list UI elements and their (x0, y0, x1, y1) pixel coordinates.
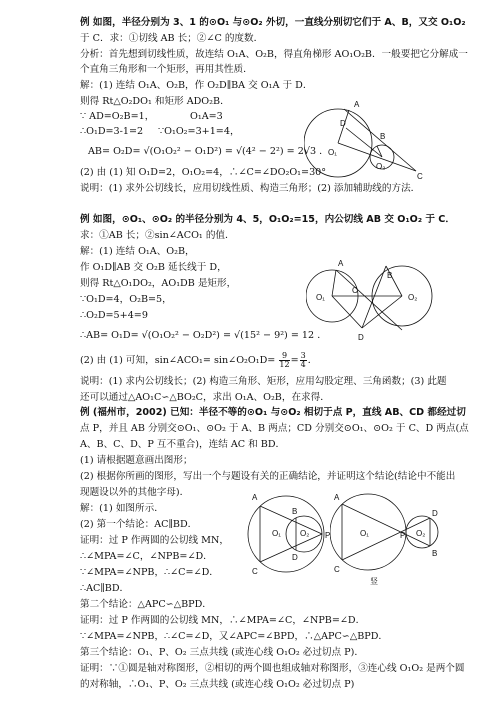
ex3-line-5: (2) 根据你所画的图形，写出一个与题设有关的正确结论，并证明这个结论(结论中不能出 (80, 471, 456, 482)
fig1-label-o1: O₁ (328, 148, 337, 157)
ex2-line-2: 求：①AB 长；②sin∠ACO₁ 的值． (80, 230, 235, 241)
ex3-proof-3: 证明：∵①圆是轴对称图形，②相切的两个圆也组成轴对称图形，③连心线 O₁O₂ 是两个圆 (80, 663, 465, 674)
fraction-3-4: $\frac{3}{4}$ (300, 351, 306, 369)
ex1-line-7a: ∵ AD=O₂B=1， (80, 111, 155, 122)
ex3-proof-1: 证明：过 P 作两圆的公切线 MN， (80, 535, 229, 546)
ex1-part2: (2) 由 (1) 知 O₁D=2，O₁O₂=4，∴∠C=∠DO₂O₁=30° (80, 167, 327, 178)
fig4-label-o2: O₂ (416, 529, 426, 538)
fig4-label-d: D (432, 509, 438, 518)
fig4-label-b: B (432, 549, 438, 558)
fig4-label-o1: O₁ (360, 529, 369, 538)
ex3-solution: 解：(1) 如图所示． (80, 503, 164, 514)
fig1-label-b: B (380, 132, 386, 141)
ex3-line-3: A、B、C、D、P 互不重合)，连结 AC 和 BD． (80, 439, 286, 450)
fig4-label-c: C (334, 565, 340, 574)
fig3-label-p: P (325, 531, 331, 540)
fig2-label-o1: O₁ (316, 293, 325, 302)
fig2-label-c: C (352, 286, 358, 295)
figure-internally-tangent-circles (238, 478, 334, 590)
figure-internal-tangent (306, 240, 436, 344)
ex1-line-6: 则得 Rt△O₂DO₁ 和矩形 ADO₂B． (80, 96, 230, 107)
ex3-line-6: 现题设以外的其他字母)． (80, 487, 190, 498)
ex2-ab-formula: ∴AB= O₁D= √(O₁O₂² − O₂D²) = √(15² − 9²) = 12 ． (80, 330, 327, 341)
ex3-line-12: ∴AC∥BD． (80, 583, 130, 594)
ex3-line-18: 的对称轴，∴O₁、P、O₂ 三点共线 (或连心线 O₁O₂ 必过切点 P) (80, 679, 355, 690)
ex3-line-1: 例 (福州市，2002) 已知：半径不等的⊙O₁ 与⊙O₂ 相切于点 P，直线 AB、CD 都经过切 (80, 407, 466, 418)
ex1-note: 说明：(1) 求外公切线长，应用切线性质、构造三角形；(2) 添加辅助线的方法． (80, 183, 421, 194)
fig2-label-d: D (358, 333, 364, 342)
fig1-label-c: C (417, 172, 423, 181)
fig3-label-c: C (252, 567, 258, 576)
fraction-9-12: $\frac{9}{12}$ (279, 351, 290, 369)
ex1-line-7b: O₁A=3 (190, 111, 223, 122)
fig2-label-a: A (338, 259, 344, 268)
ex3-proof-2: 证明：过 P 作两圆的公切线 MN，∴∠MPA=∠C，∠NPB=∠D． (80, 615, 366, 626)
fig2-label-b: B (387, 271, 393, 280)
ex3-line-10: ∴∠MPA=∠C，∠NPB=∠D． (80, 551, 213, 562)
fig3-label-o2: O₂ (300, 529, 310, 538)
ex2-part2: (2) 由 (1) 可知，sin∠ACO₁= sin∠O₂O₁D= $\frac{9}{12}$ = $\frac{3}{4}$ ． (80, 351, 318, 369)
ex2-solution: 解：(1) 连结 O₁A、O₂B， (80, 246, 195, 257)
ex3-conclusion-3: 第三个结论：O₁、P、O₂ 三点共线 (或连心线 O₁O₂ 必过切点 P)． (80, 647, 364, 658)
ex3-conclusion-2: 第二个结论：△APC∽△BPD． (80, 599, 212, 610)
ex2-line-5: 则得 Rt△O₁DO₂，AO₁DB 是矩形， (80, 278, 237, 289)
ex3-line-11: ∵∠MPA=∠NPB，∴∠C=∠D． (80, 567, 219, 578)
ex3-line-15: ∵∠MPA=∠NPB，∴∠C=∠D，又∠APC=∠BPD，∴△APC∽△BPD． (80, 631, 389, 642)
ex2-line-6: ∵O₁D=4，O₂B=5， (80, 294, 172, 305)
ex2-line-1: 例 如图，⊙O₁、⊙O₂ 的半径分别为 4、5，O₁O₂=15，内公切线 AB 交 O₁O₂ 于 C． (80, 214, 455, 225)
ex1-solution: 解：(1) 连结 O₁A、O₂B，作 O₂D∥BA 交 O₁A 于 D． (80, 80, 313, 91)
ex1-line-2: 于 C．求：①切线 AB 长；②∠C 的度数． (80, 33, 264, 44)
fig3-label-a: A (252, 493, 258, 502)
ex1-line-4: 个直角三角形和一个矩形，再用其性质． (80, 64, 253, 75)
ex2-line-4: 作 O₁D∥AB 交 O₂B 延长线于 D， (80, 262, 227, 273)
ex1-ab-formula: AB= O₂D= √(O₁O₂² − O₁D²) = √(4² − 2²) = 2√3 ． (88, 146, 329, 157)
figure-externally-tangent-circles (330, 478, 440, 590)
ex3-conclusion-1: (2) 第一个结论：AC∥BD． (80, 519, 198, 530)
ex2-line-7: ∴O₂D=5+4=9 (80, 310, 148, 321)
fig2-label-o2: O₂ (408, 293, 418, 302)
ex1-line-8b: ∵O₁O₂=3+1=4， (158, 126, 240, 137)
ex3-line-4: (1) 请根据题意画出图形； (80, 455, 193, 466)
fig4-label-a: A (334, 493, 340, 502)
fig1-label-d: D (340, 119, 346, 128)
fig3-label-b: B (292, 507, 298, 516)
fig3-label-d: D (292, 553, 298, 562)
ex1-analysis: 分析：首先想到切线性质，故连结 O₁A、O₂B，得直角梯形 AO₁O₂B．一般要把它分解成一 (80, 49, 468, 60)
fig4-label-p: P (400, 531, 406, 540)
ex3-line-2: 点 P，并且 AB 分别交⊙O₁、⊙O₂ 于 A、B 两点；CD 分别交⊙O₁、⊙O₂ 于 C、D 两点(点 (80, 423, 469, 434)
figure-external-tangent (304, 95, 424, 187)
fig1-label-o2: O₂ (376, 162, 386, 171)
ex1-line-8a: ∴O₁D=3-1=2 (80, 126, 144, 137)
ex1-line-1: 例 如图，半径分别为 3、1 的⊙O₁ 与⊙O₂ 外切，一直线分别切它们于 A、B，又交 O₁O₂ (80, 17, 466, 28)
fig3-label-o1: O₁ (272, 529, 281, 538)
fig4-caption: 竖 (370, 577, 378, 586)
fig1-label-a: A (354, 100, 360, 109)
ex2-note-2: 还可以通过△AO₁C∽△BO₂C，求出 O₁A、O₂B，在求得． (80, 392, 330, 403)
ex2-note: 说明：(1) 求内公切线长；(2) 构造三角形、矩形，应用勾股定理、三角函数；(3) 此题 (80, 376, 447, 387)
